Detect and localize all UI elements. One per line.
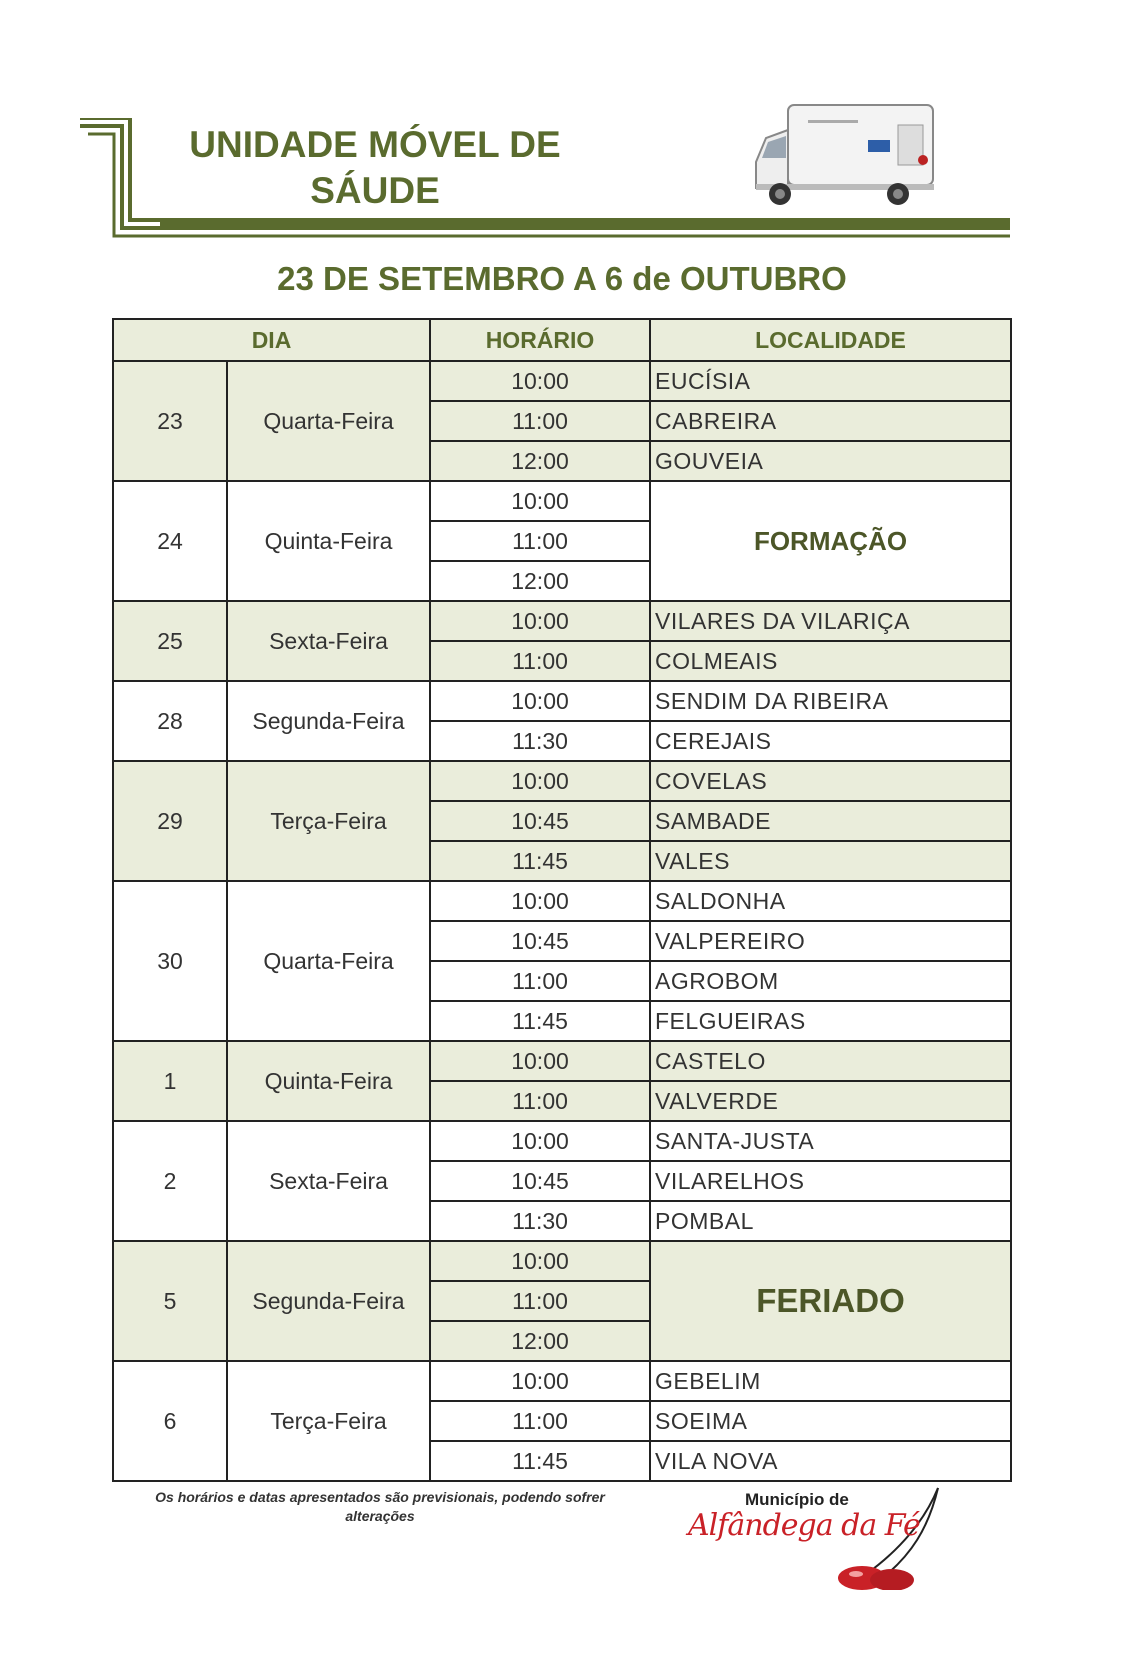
logo-wordmark: Alfândega da Fé — [688, 1508, 920, 1543]
header-localidade: LOCALIDADE — [650, 319, 1011, 361]
header-dia: DIA — [113, 319, 430, 361]
location-cell: SAMBADE — [650, 801, 1011, 841]
location-cell: SALDONHA — [650, 881, 1011, 921]
time-cell: 11:45 — [430, 1001, 650, 1041]
time-cell: 11:00 — [430, 1081, 650, 1121]
table-row — [113, 761, 1011, 801]
location-cell: GEBELIM — [650, 1361, 1011, 1401]
location-cell: CEREJAIS — [650, 721, 1011, 761]
location-cell: AGROBOM — [650, 961, 1011, 1001]
location-cell: POMBAL — [650, 1201, 1011, 1241]
day-number: 6 — [113, 1361, 227, 1481]
page-title — [140, 122, 610, 214]
special-note: FORMAÇÃO — [650, 481, 1011, 601]
weekday: Terça-Feira — [227, 761, 430, 881]
day-number: 25 — [113, 601, 227, 681]
table-row — [113, 1121, 1011, 1161]
time-cell: 10:00 — [430, 761, 650, 801]
location-cell: FELGUEIRAS — [650, 1001, 1011, 1041]
location-cell: VALPEREIRO — [650, 921, 1011, 961]
table-row — [113, 881, 1011, 921]
weekday: Terça-Feira — [227, 1361, 430, 1481]
health-van-image — [748, 100, 938, 210]
day-number: 29 — [113, 761, 227, 881]
location-cell: VALES — [650, 841, 1011, 881]
weekday: Quarta-Feira — [227, 361, 430, 481]
table-row — [113, 1041, 1011, 1081]
time-cell: 10:00 — [430, 1121, 650, 1161]
location-cell: SENDIM DA RIBEIRA — [650, 681, 1011, 721]
time-cell: 10:45 — [430, 1161, 650, 1201]
weekday: Sexta-Feira — [227, 601, 430, 681]
title-line-1: UNIDADE MÓVEL DE — [189, 124, 561, 165]
location-cell: VILA NOVA — [650, 1441, 1011, 1481]
table-row — [113, 1361, 1011, 1401]
weekday: Sexta-Feira — [227, 1121, 430, 1241]
disclaimer-note — [120, 1488, 640, 1526]
time-cell: 10:45 — [430, 921, 650, 961]
day-number: 23 — [113, 361, 227, 481]
note-line-2: alterações — [345, 1508, 415, 1524]
special-note: FERIADO — [650, 1241, 1011, 1361]
location-cell: VALVERDE — [650, 1081, 1011, 1121]
weekday: Segunda-Feira — [227, 681, 430, 761]
table-row — [113, 361, 1011, 401]
location-cell: CABREIRA — [650, 401, 1011, 441]
time-cell: 11:00 — [430, 521, 650, 561]
day-number: 2 — [113, 1121, 227, 1241]
time-cell: 10:00 — [430, 361, 650, 401]
time-cell: 11:45 — [430, 1441, 650, 1481]
time-cell: 11:30 — [430, 1201, 650, 1241]
table-row — [113, 601, 1011, 641]
weekday: Quinta-Feira — [227, 481, 430, 601]
location-cell: COVELAS — [650, 761, 1011, 801]
day-number: 28 — [113, 681, 227, 761]
time-cell: 11:00 — [430, 641, 650, 681]
header-horario: HORÁRIO — [430, 319, 650, 361]
time-cell: 12:00 — [430, 1321, 650, 1361]
location-cell: SANTA-JUSTA — [650, 1121, 1011, 1161]
location-cell: VILARES DA VILARIÇA — [650, 601, 1011, 641]
time-cell: 11:00 — [430, 401, 650, 441]
weekday: Segunda-Feira — [227, 1241, 430, 1361]
time-cell: 11:30 — [430, 721, 650, 761]
location-cell: SOEIMA — [650, 1401, 1011, 1441]
time-cell: 10:00 — [430, 1041, 650, 1081]
time-cell: 10:00 — [430, 601, 650, 641]
schedule-period: 23 DE SETEMBRO A 6 de OUTUBRO — [277, 260, 847, 297]
time-cell: 11:00 — [430, 1401, 650, 1441]
time-cell: 11:45 — [430, 841, 650, 881]
table-row — [113, 681, 1011, 721]
day-number: 5 — [113, 1241, 227, 1361]
day-number: 1 — [113, 1041, 227, 1121]
time-cell: 10:00 — [430, 481, 650, 521]
location-cell: CASTELO — [650, 1041, 1011, 1081]
day-number: 24 — [113, 481, 227, 601]
weekday: Quarta-Feira — [227, 881, 430, 1041]
time-cell: 12:00 — [430, 441, 650, 481]
location-cell: GOUVEIA — [650, 441, 1011, 481]
day-number: 30 — [113, 881, 227, 1041]
location-cell: COLMEAIS — [650, 641, 1011, 681]
table-row — [113, 1241, 1011, 1281]
table-row — [113, 481, 1011, 521]
time-cell: 10:45 — [430, 801, 650, 841]
weekday: Quinta-Feira — [227, 1041, 430, 1121]
schedule-table — [112, 318, 1012, 1482]
time-cell: 11:00 — [430, 961, 650, 1001]
time-cell: 10:00 — [430, 1361, 650, 1401]
time-cell: 12:00 — [430, 561, 650, 601]
time-cell: 10:00 — [430, 1241, 650, 1281]
time-cell: 10:00 — [430, 681, 650, 721]
time-cell: 11:00 — [430, 1281, 650, 1321]
title-line-2: SÁUDE — [310, 170, 440, 211]
note-line-1: Os horários e datas apresentados são previsionais, podendo sofrer — [155, 1489, 605, 1505]
location-cell: VILARELHOS — [650, 1161, 1011, 1201]
location-cell: EUCÍSIA — [650, 361, 1011, 401]
logo-caption: Município de — [745, 1490, 849, 1509]
time-cell: 10:00 — [430, 881, 650, 921]
